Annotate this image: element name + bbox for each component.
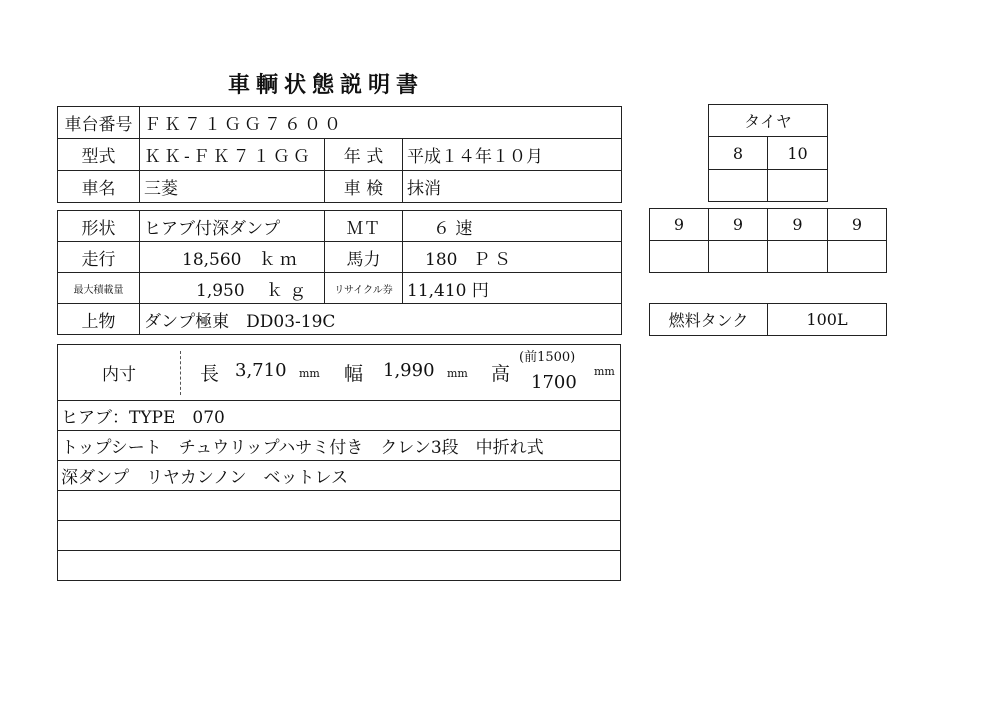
tire-empty-cell [828,241,887,273]
recycle-label: リサイクル券 [325,273,403,304]
body-label: 上物 [58,304,140,335]
length-value: 3,710 [235,360,287,381]
model-label: 型式 [58,139,140,171]
mt-value: ６ 速 [403,211,622,242]
chassis-value: ＦＫ７１ＧＧ７６００ [140,107,622,139]
mileage-label: 走行 [58,242,140,273]
mileage-value: 18,560 [182,249,242,270]
maker-label: 車名 [58,171,140,203]
tire-empty-cell [768,241,828,273]
tire-rear-value: 9 [828,209,887,241]
mileage-cell [140,242,325,273]
note-line: ヒアブ：TYPE 070 [58,401,621,431]
tire-rear-value: 9 [650,209,709,241]
height-label: 高 [491,363,511,385]
shape-label: 形状 [58,211,140,242]
inspection-value: 抹消 [403,171,622,203]
vehicle-info-table [57,106,622,203]
mileage-unit: ｋｍ [258,249,301,270]
tire-empty-cell [709,241,768,273]
year-value: 平成１４年１０月 [403,139,622,171]
body-value: ダンプ極東 DD03-19C [140,304,622,335]
note-line [58,551,621,581]
model-value: ＫＫ-ＦＫ７１ＧＧ [140,139,325,171]
tire-front-left: 8 [709,137,768,170]
tire-rear-value: 9 [709,209,768,241]
fuel-label: 燃料タンク [650,304,768,336]
maker-value: 三菱 [140,171,325,203]
tire-empty-cell [768,170,828,202]
tire-rear-value: 9 [768,209,828,241]
load-label: 最大積載量 [58,273,140,304]
height-front: (前1500) [519,350,576,365]
note-line [58,521,621,551]
tire-front-right: 10 [768,137,828,170]
page-title: 車輌状態説明書 [228,72,425,98]
rear-tire-table [649,208,887,273]
hp-value: 180 [425,249,458,270]
height-value: 1700 [531,372,577,393]
shape-value: ヒアブ付深ダンプ [140,211,325,242]
load-unit: ｋｇ [266,280,313,301]
width-value: 1,990 [383,360,435,381]
hp-label: 馬力 [325,242,403,273]
load-cell [140,273,325,304]
tire-label: タイヤ [709,105,828,137]
notes-table [57,400,621,581]
length-unit: mm [299,367,320,380]
length-label: 長 [200,363,220,385]
specs-table [57,210,622,335]
height-unit: mm [594,365,615,378]
load-value: 1,950 [196,280,245,301]
width-unit: mm [447,367,468,380]
dimensions-label: 内寸 [102,365,136,385]
width-label: 幅 [344,363,364,385]
mt-label: ＭＴ [325,211,403,242]
fuel-value: 100L [768,304,887,336]
chassis-label: 車台番号 [58,107,140,139]
tire-empty-cell [709,170,768,202]
tire-table [708,104,828,202]
dimensions-divider [180,351,181,395]
year-label: 年 式 [325,139,403,171]
recycle-value: 11,410 円 [403,273,622,304]
note-line [58,491,621,521]
note-line: 深ダンプ リヤカンノン ベットレス [58,461,621,491]
note-line: トップシート チュウリップハサミ付き クレン3段 中折れ式 [58,431,621,461]
tire-empty-cell [650,241,709,273]
inspection-label: 車 検 [325,171,403,203]
fuel-table [649,303,887,336]
hp-unit: ＰＳ [472,249,515,270]
hp-cell [403,242,622,273]
dimensions-block [57,344,621,401]
